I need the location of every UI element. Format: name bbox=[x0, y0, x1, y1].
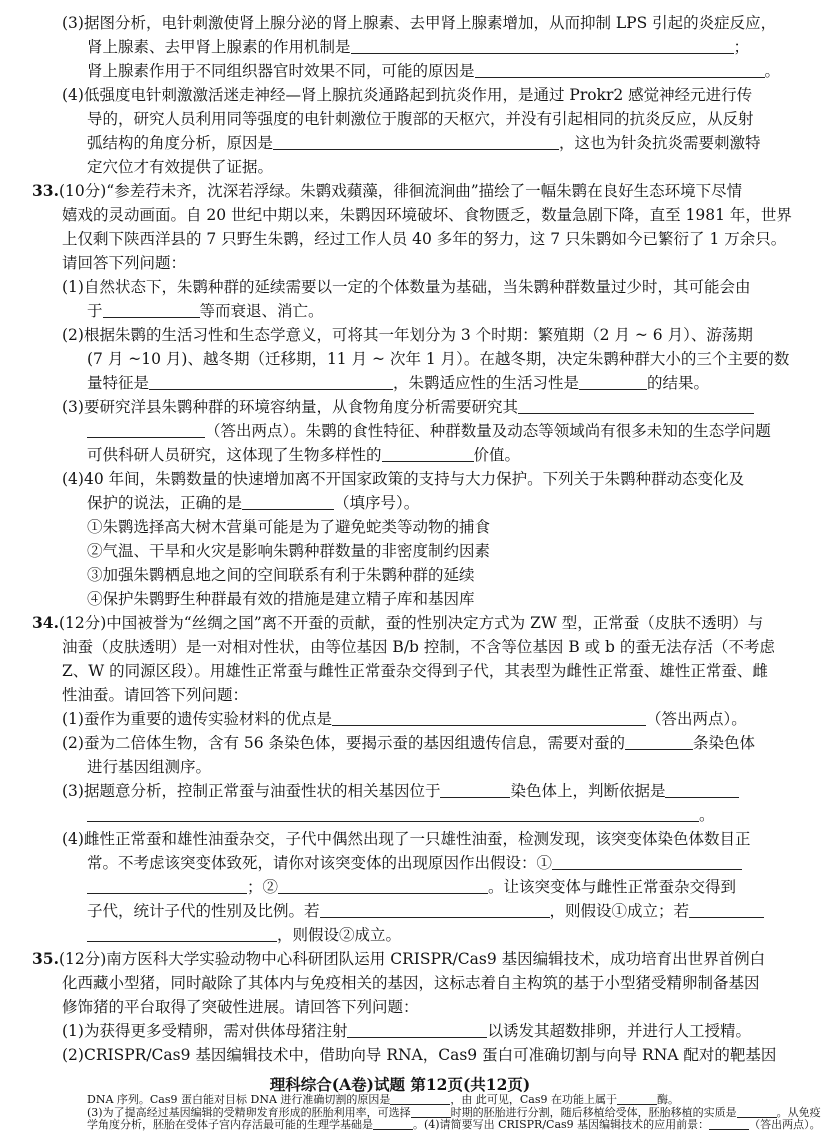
page-footer: 理科综合(A卷)试题 第12页(共12页) bbox=[269, 1075, 531, 1094]
q33-stem-line4: 请回答下列问题： bbox=[62, 254, 187, 272]
q33-part2-line3: 量特征是 ，朱鹮适应性的生活习性是 的结果。 bbox=[87, 374, 710, 392]
answer-blank[interactable] bbox=[737, 1108, 777, 1118]
answer-blank[interactable] bbox=[665, 783, 739, 798]
q32-part3-prompt: 肾上腺素、去甲肾上腺素的作用机制是 bbox=[87, 38, 351, 56]
q32-part3-text: (3)据图分析，电针刺激使肾上腺分泌的肾上腺素、去甲肾上腺素增加，从而抑制 LPS 引起的炎症反应， bbox=[62, 14, 777, 32]
q33-stem-line1: 33.(10分)“参差荇未齐，沈深若浮绿。朱鹮戏蘋藻，徘徊流涧曲”描绘了一幅朱鹮在良好生态环境下尽情 bbox=[32, 181, 743, 200]
q33-option-2: ②气温、干旱和火灾是影响朱鹮种群数量的非密度制约因素 bbox=[87, 542, 491, 560]
answer-blank[interactable] bbox=[625, 735, 693, 750]
q35-stem-line2: 化西藏小型猪，同时敲除了其体内与免疫相关的基因，这标志着自主构筑的基于小型猪受精卵制备基因 bbox=[62, 974, 760, 992]
q35-remaining-lines: DNA 序列。Cas9 蛋白能对目标 DNA 进行准确切割的原因是 ，由 此可见，Cas9 在功能上属于 酶。 bbox=[87, 1093, 680, 1106]
answer-blank[interactable] bbox=[475, 63, 765, 78]
q33-part3-line2: （答出两点）。朱鹮的食性特征、种群数量及动态等领域尚有很多未知的生态学问题 bbox=[87, 422, 771, 440]
q32-part4-line2: 导的，研究人员利用同等强度的电针刺激位于腹部的天枢穴，并没有引起相同的抗炎反应，从反射 bbox=[87, 110, 754, 128]
answer-blank[interactable] bbox=[518, 399, 754, 414]
q33-option-4: ④保护朱鹮野生种群最有效的措施是建立精子库和基因库 bbox=[87, 590, 475, 608]
q34-part4-line1: (4)雌性正常蚕和雄性油蚕杂交，子代中偶然出现了一只雄性油蚕，检测发现，该突变体染色体数目正 bbox=[62, 830, 751, 848]
answer-blank[interactable] bbox=[411, 1108, 451, 1118]
q33-part1-line2: 于 等而衰退、消亡。 bbox=[87, 302, 324, 320]
question-number: 35. bbox=[32, 949, 59, 968]
q34-part4-line5: ，则假设②成立。 bbox=[87, 926, 401, 944]
answer-blank[interactable] bbox=[87, 879, 247, 894]
q33-part3-line1: (3)要研究洋县朱鹮种群的环境容纳量，从食物角度分析需要研究其 bbox=[62, 398, 754, 416]
q34-part4-line4: 子代，统计子代的性别及比例。若 ，则假设①成立；若 bbox=[87, 902, 764, 920]
q32-part3-line2: 肾上腺素、去甲肾上腺素的作用机制是 ； bbox=[87, 38, 750, 56]
q32-part4-line4: 定穴位才有效提供了证据。 bbox=[87, 158, 274, 176]
q33-part4-line1: (4)40 年间，朱鹮数量的快速增加离不开国家政策的支持与大力保护。下列关于朱鹮种群动态变化及 bbox=[62, 470, 745, 488]
answer-blank[interactable] bbox=[273, 135, 559, 150]
answer-blank[interactable] bbox=[351, 39, 734, 54]
q32-part4-line1: (4)低强度电针刺激激活迷走神经—肾上腺抗炎通路起到抗炎作用，是通过 Prokr2 感觉神经元进行传 bbox=[62, 86, 753, 104]
answer-blank[interactable] bbox=[390, 1095, 450, 1105]
answer-blank[interactable] bbox=[149, 375, 393, 390]
answer-blank[interactable] bbox=[87, 423, 205, 438]
answer-blank[interactable] bbox=[709, 1120, 749, 1130]
q33-part3-line3: 可供科研人员研究，这体现了生物多样性的 价值。 bbox=[87, 446, 521, 464]
q33-stem-line2: 嬉戏的灵动画面。自 20 世纪中期以来，朱鹮因环境破坏、食物匮乏，数量急剧下降，直至 1981 年，世界 bbox=[62, 206, 792, 224]
q32-part3-line3: 肾上腺素作用于不同组织器官时效果不同，可能的原因是 。 bbox=[87, 62, 781, 80]
answer-blank[interactable] bbox=[87, 807, 699, 822]
q34-stem-line1: 34.(12分)中国被誉为“丝绸之国”离不开蚕的贡献，蚕的性别决定方式为 ZW 型，正常蚕（皮肤不透明）与 bbox=[32, 613, 764, 632]
answer-blank[interactable] bbox=[320, 903, 550, 918]
q33-option-1: ①朱鹮选择高大树木营巢可能是为了避免蛇类等动物的捕食 bbox=[87, 518, 491, 536]
answer-blank[interactable] bbox=[347, 1023, 487, 1038]
question-number: 33. bbox=[32, 181, 59, 200]
q34-stem-line4: 性油蚕。请回答下列问题： bbox=[62, 686, 249, 704]
q35-part2-line1: (2)CRISPR/Cas9 基因编辑技术中，借助向导 RNA，Cas9 蛋白可准确切割与向导 RNA 配对的靶基因 bbox=[62, 1046, 777, 1064]
answer-blank[interactable] bbox=[382, 447, 474, 462]
question-number: 34. bbox=[32, 613, 59, 632]
q34-part1: (1)蚕作为重要的遗传实验材料的优点是 （答出两点）。 bbox=[62, 710, 747, 728]
answer-blank[interactable] bbox=[87, 927, 277, 942]
q34-part4-line2: 常。不考虑该突变体致死，请你对该突变体的出现原因作出假设：① bbox=[87, 854, 742, 872]
answer-blank[interactable] bbox=[242, 495, 334, 510]
q33-part2-line2: (7 月 ~10 月)、越冬期（迁移期，11 月 ~ 次年 1 月）。在越冬期，决定朱鹮种群大小的三个主要的数 bbox=[87, 350, 790, 368]
answer-blank[interactable] bbox=[579, 375, 647, 390]
q35-part1: (1)为获得更多受精卵，需对供体母猪注射 以诱发其超数排卵，并进行人工授精。 bbox=[62, 1022, 751, 1040]
q33-option-3: ③加强朱鹮栖息地之间的空间联系有利于朱鹮种群的延续 bbox=[87, 566, 475, 584]
answer-blank[interactable] bbox=[332, 711, 646, 726]
q33-part2-line1: (2)根据朱鹮的生活习性和生态学意义，可将其一年划分为 3 个时期：繁殖期（2 月 ~ 6 月）、游荡期 bbox=[62, 326, 753, 344]
q32-part4-line3: 弧结构的角度分析，原因是 ，这也为针灸抗炎需要刺激特 bbox=[87, 134, 761, 152]
q34-part2-line2: 进行基因组测序。 bbox=[87, 758, 212, 776]
answer-blank[interactable] bbox=[689, 903, 764, 918]
q34-stem-line3: Z、W 的同源区段）。用雄性正常蚕与雌性正常蚕杂交得到子代，其表型为雌性正常蚕、雄性正常蚕、雌 bbox=[62, 662, 768, 680]
q34-part4-line3: ；② 。让该突变体与雌性正常蚕杂交得到 bbox=[87, 878, 736, 896]
answer-blank[interactable] bbox=[552, 855, 742, 870]
q32-part3-prompt: 肾上腺素作用于不同组织器官时效果不同，可能的原因是 bbox=[87, 62, 475, 80]
q35-remaining-lines-3: 学角度分析，胚胎在受体子宫内存活最可能的生理学基础是 。(4)请简要写出 CRISPR/Cas9 基因编辑技术的应用前景： （答出两点）。 bbox=[87, 1118, 821, 1131]
answer-blank[interactable] bbox=[278, 879, 488, 894]
q35-stem-line3: 修饰猪的平台取得了突破性进展。请回答下列问题： bbox=[62, 998, 419, 1016]
q35-stem-line1: 35.(12分)南方医科大学实验动物中心科研团队运用 CRISPR/Cas9 基因编辑技术，成功培育出世界首例白 bbox=[32, 949, 766, 968]
q33-part4-line2: 保护的说法，正确的是 （填序号）。 bbox=[87, 494, 420, 512]
q34-part3-line1: (3)据题意分析，控制正常蚕与油蚕性状的相关基因位于 染色体上，判断依据是 bbox=[62, 782, 739, 800]
q32-part3-line1 bbox=[62, 14, 776, 32]
answer-blank[interactable] bbox=[103, 303, 200, 318]
q33-part1-line1: (1)自然状态下，朱鹮种群的延续需要以一定的个体数量为基础，当朱鹮种群数量过少时，其可能会由 bbox=[62, 278, 751, 296]
q34-part2-line1: (2)蚕为二倍体生物，含有 56 条染色体，要揭示蚕的基因组遗传信息，需要对蚕的 条染色体 bbox=[62, 734, 756, 752]
answer-blank[interactable] bbox=[617, 1095, 657, 1105]
answer-blank[interactable] bbox=[373, 1120, 413, 1130]
q33-stem-line3: 上仅剩下陕西洋县的 7 只野生朱鹮，经过工作人员 40 多年的努力，这 7 只朱鹮如今已繁衍了 1 万余只。 bbox=[62, 230, 787, 248]
q34-part3-line2: 。 bbox=[87, 806, 715, 824]
q35-remaining-lines-2: (3)为了提高经过基因编辑的受精卵发育形成的胚胎利用率，可选择 时期的胚胎进行分割，随后移植给受体，胚胎移植的实质是 。从免疫 bbox=[87, 1106, 821, 1119]
q34-stem-line2: 油蚕（皮肤透明）是一对相对性状，由等位基因 B/b 控制，不含等位基因 B 或 b 的蚕无法存活（不考虑 bbox=[62, 638, 775, 656]
answer-blank[interactable] bbox=[440, 783, 510, 798]
